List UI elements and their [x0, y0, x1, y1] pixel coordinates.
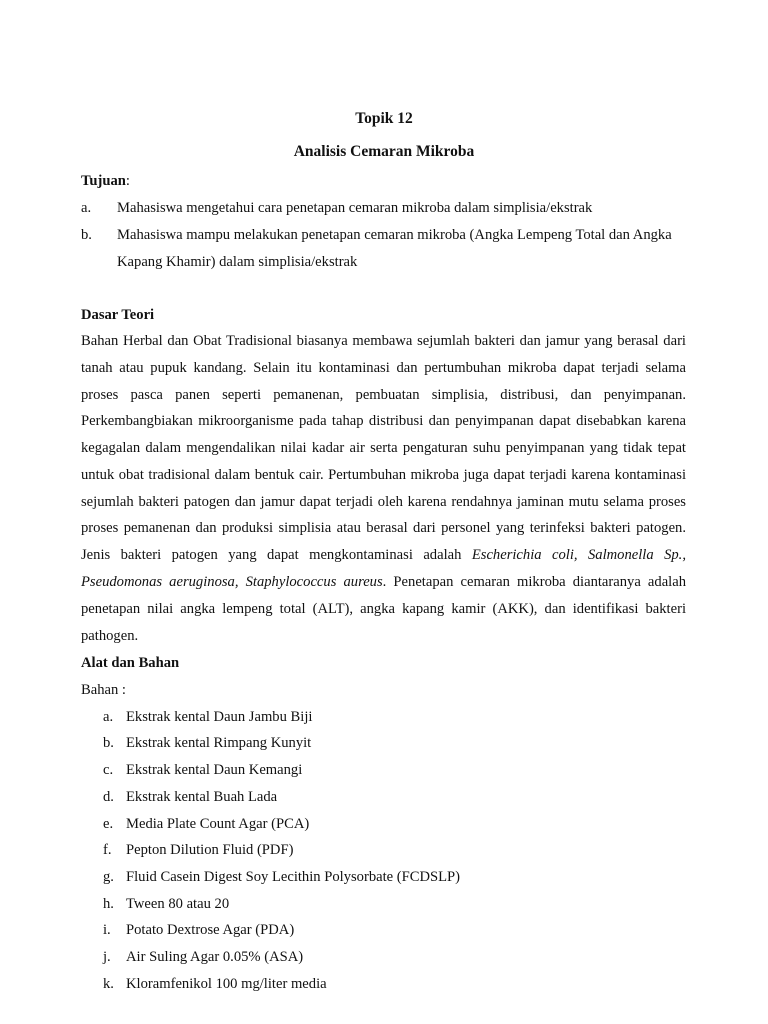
tujuan-heading-line — [81, 173, 130, 190]
dasar-teori-line-9-text: Jenis bakteri patogen yang dapat mengkontaminasi adalah — [81, 547, 472, 563]
bahan-subheading: Bahan : — [81, 682, 126, 698]
bahan-marker: f. — [103, 842, 112, 858]
dasar-teori-line-2: tanah atau pupuk kandang. Selain itu kontaminasi dan pertumbuhan mikroba dapat terjadi selama — [81, 360, 686, 376]
dasar-teori-line-7: sejumlah bakteri patogen dan jamur dapat terjadi oleh karena rendahnya jaminan mutu selama proses — [81, 494, 686, 510]
dasar-teori-line-10-text: . Penetapan cemaran mikroba diantaranya adalah — [382, 574, 686, 590]
dasar-teori-line-5: kegagalan dalam mengendalikan nilai kadar air serta pengaturan suhu penyimpanan yang tidak tepat — [81, 440, 686, 456]
tujuan-heading: Tujuan — [81, 173, 126, 189]
bahan-marker: i. — [103, 922, 111, 938]
dasar-teori-line-3: proses pasca panen seperti pemanenan, pembuatan simplisia, distribusi, dan penyimpanan. — [81, 387, 686, 403]
bahan-marker: g. — [103, 869, 114, 885]
dasar-teori-line-1: Bahan Herbal dan Obat Tradisional biasanya membawa sejumlah bakteri dan jamur yang berasal dari — [81, 333, 686, 349]
bahan-marker: d. — [103, 789, 114, 805]
bahan-marker: e. — [103, 816, 114, 832]
bahan-marker: c. — [103, 762, 114, 778]
bahan-marker: h. — [103, 896, 114, 912]
dasar-teori-line-11: penetapan nilai angka lempeng total (ALT), angka kapang kamir (AKK), dan identifikasi bakteri — [81, 601, 686, 617]
dasar-teori-line-12: pathogen. — [81, 628, 139, 644]
tujuan-item-b-line2: Kapang Khamir) dalam simplisia/ekstrak — [117, 254, 358, 270]
bahan-item: Potato Dextrose Agar (PDA) — [126, 922, 295, 938]
bahan-marker: b. — [103, 735, 114, 751]
tujuan-item-b-line1: Mahasiswa mampu melakukan penetapan cemaran mikroba (Angka Lempeng Total dan Angka — [117, 227, 672, 243]
bahan-item: Ekstrak kental Buah Lada — [126, 789, 278, 805]
tujuan-colon: : — [125, 173, 130, 189]
bacteria-names-1: Escherichia coli, Salmonella Sp., — [471, 547, 686, 563]
bahan-item: Air Suling Agar 0.05% (ASA) — [126, 949, 304, 965]
bahan-item: Ekstrak kental Rimpang Kunyit — [126, 735, 312, 751]
bahan-marker: k. — [103, 976, 114, 992]
tujuan-marker-b: b. — [81, 227, 92, 243]
bahan-item: Tween 80 atau 20 — [126, 896, 230, 912]
tujuan-marker-a: a. — [81, 200, 92, 216]
dasar-teori-line-4: Perkembangbiakan mikroorganisme pada tahap distribusi dan penyimpanan dapat disebabkan karena — [81, 413, 686, 429]
topic-number: Topik 12 — [355, 110, 413, 127]
dasar-teori-line-8: proses pemanenan dan produksi simplisia atau berasal dari personel yang terinfeksi bakteri patogen. — [81, 520, 686, 536]
bahan-item: Fluid Casein Digest Soy Lecithin Polysorbate (FCDSLP) — [126, 869, 461, 885]
bahan-item: Ekstrak kental Daun Jambu Biji — [126, 709, 313, 725]
bahan-item: Ekstrak kental Daun Kemangi — [126, 762, 303, 778]
bahan-item: Pepton Dilution Fluid (PDF) — [126, 842, 294, 858]
dasar-teori-line-6: untuk obat tradisional dalam bentuk cair. Pertumbuhan mikroba juga dapat terjadi karena kontaminasi — [81, 467, 686, 483]
dasar-teori-heading: Dasar Teori — [81, 307, 155, 323]
bahan-item: Media Plate Count Agar (PCA) — [126, 816, 310, 832]
bahan-item: Kloramfenikol 100 mg/liter media — [126, 976, 327, 992]
dasar-teori-line-9 — [81, 547, 686, 564]
alat-bahan-heading: Alat dan Bahan — [81, 655, 180, 671]
bahan-marker: j. — [103, 949, 111, 965]
tujuan-item-a: Mahasiswa mengetahui cara penetapan cemaran mikroba dalam simplisia/ekstrak — [117, 200, 593, 216]
document-title: Analisis Cemaran Mikroba — [293, 143, 475, 160]
dasar-teori-line-10 — [81, 574, 686, 591]
bahan-marker: a. — [103, 709, 114, 725]
bacteria-names-2: Pseudomonas aeruginosa, Staphylococcus aureus — [81, 574, 383, 590]
